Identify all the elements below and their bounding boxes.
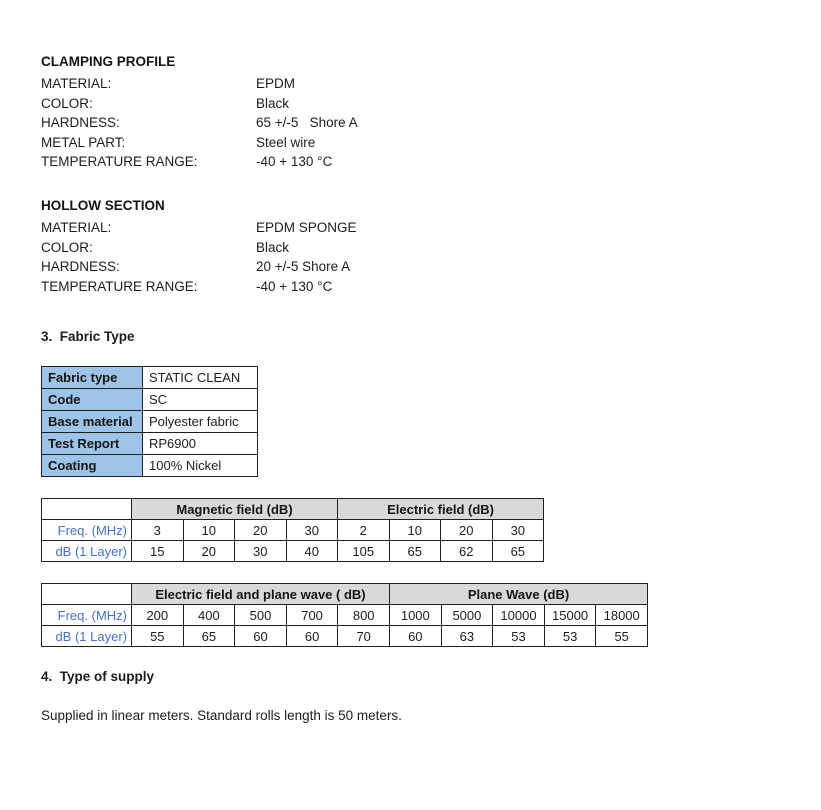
property-value: Steel wire [256,134,316,150]
table-row [42,367,258,389]
freq-cell: 15000 [544,605,596,626]
freq-cell: 800 [338,605,390,626]
freq-cell: 3 [132,520,184,541]
freq-cell: 10000 [493,605,545,626]
db-cell: 62 [441,541,493,562]
db-cell: 63 [441,626,493,647]
property-label: COLOR: [41,95,93,111]
property-label: MATERIAL: [41,219,112,235]
row-label-db: dB (1 Layer) [42,626,132,647]
db-cell: 20 [183,541,235,562]
fabric-type-table [41,366,258,477]
property-row [41,218,781,238]
property-value: Black [256,239,290,255]
section-clamping-profile [41,54,781,172]
db-cell: 55 [132,626,184,647]
row-label-freq: Freq. (MHz) [42,605,132,626]
shielding-table-plane-wave [41,583,648,647]
group-header-electric-field: Electric field (dB) [338,499,544,520]
property-row [41,94,781,114]
table-row-db [42,541,544,562]
property-value: -40 + 130 °C [256,278,333,294]
db-cell: 70 [338,626,390,647]
property-row [41,74,781,94]
table-row [42,411,258,433]
db-cell: 53 [493,626,545,647]
freq-cell: 18000 [596,605,648,626]
table-row [42,433,258,455]
fabric-row-value: SC [143,389,258,411]
property-row [41,113,781,133]
freq-cell: 10 [183,520,235,541]
property-label: HARDNESS: [41,115,120,131]
fabric-row-label: Code [42,389,143,411]
table-header-row [42,584,648,605]
table-row [42,389,258,411]
property-value: 20 +/-5 Shore A [256,259,351,275]
property-row [41,238,781,258]
property-label: TEMPERATURE RANGE: [41,154,198,170]
freq-cell: 20 [441,520,493,541]
group-header-plane-wave: Plane Wave (dB) [390,584,648,605]
property-label: MATERIAL: [41,76,112,91]
row-label-db: dB (1 Layer) [42,541,132,562]
row-label-freq: Freq. (MHz) [42,520,132,541]
db-cell: 60 [286,626,338,647]
db-cell: 30 [235,541,287,562]
property-value: Black [256,95,290,111]
freq-cell: 30 [492,520,544,541]
db-cell: 60 [390,626,442,647]
property-label: METAL PART: [41,134,126,150]
property-value: 65 +/-5 Shore A [256,115,358,131]
freq-cell: 2 [338,520,390,541]
db-cell: 15 [132,541,184,562]
table-row [42,455,258,477]
table-header-row [42,499,544,520]
table-row-frequency [42,520,544,541]
db-cell: 55 [596,626,648,647]
property-value: EPDM SPONGE [256,219,357,235]
corner-cell [42,584,132,605]
db-cell: 105 [338,541,390,562]
corner-cell [42,499,132,520]
fabric-row-value: RP6900 [143,433,258,455]
fabric-row-value: Polyester fabric [143,411,258,433]
group-header-electric-plane-wave: Electric field and plane wave ( dB) [132,584,390,605]
fabric-row-value: STATIC CLEAN [143,367,258,389]
fabric-row-label: Test Report [42,433,143,455]
db-cell: 53 [544,626,596,647]
db-cell: 60 [235,626,287,647]
fabric-row-label: Fabric type [42,367,143,389]
fabric-type-heading: 3. Fabric Type [41,329,135,345]
freq-cell: 10 [389,520,441,541]
property-value: -40 + 130 °C [256,154,333,170]
freq-cell: 5000 [441,605,493,626]
freq-cell: 30 [286,520,338,541]
property-row [41,257,781,277]
property-label: TEMPERATURE RANGE: [41,278,198,294]
fabric-row-value: 100% Nickel [143,455,258,477]
supply-description: Supplied in linear meters. Standard rolls length is 50 meters. [41,708,402,724]
hollow-section-title: HOLLOW SECTION [41,197,165,213]
group-header-magnetic-field: Magnetic field (dB) [132,499,338,520]
db-cell: 65 [389,541,441,562]
property-row [41,277,781,297]
db-cell: 65 [492,541,544,562]
type-of-supply-heading: 4. Type of supply [41,669,155,685]
freq-cell: 1000 [390,605,442,626]
property-label: COLOR: [41,239,93,255]
clamping-profile-title: CLAMPING PROFILE [41,54,176,69]
freq-cell: 400 [183,605,235,626]
section-hollow-section [41,198,781,296]
freq-cell: 500 [235,605,287,626]
freq-cell: 700 [286,605,338,626]
table-row-db [42,626,648,647]
freq-cell: 200 [132,605,184,626]
property-row [41,133,781,153]
property-row [41,152,781,172]
table-row-frequency [42,605,648,626]
db-cell: 40 [286,541,338,562]
fabric-row-label: Base material [42,411,143,433]
property-label: HARDNESS: [41,259,120,275]
shielding-table-magnetic-electric [41,498,544,562]
freq-cell: 20 [235,520,287,541]
fabric-row-label: Coating [42,455,143,477]
property-value: EPDM [256,76,296,91]
db-cell: 65 [183,626,235,647]
